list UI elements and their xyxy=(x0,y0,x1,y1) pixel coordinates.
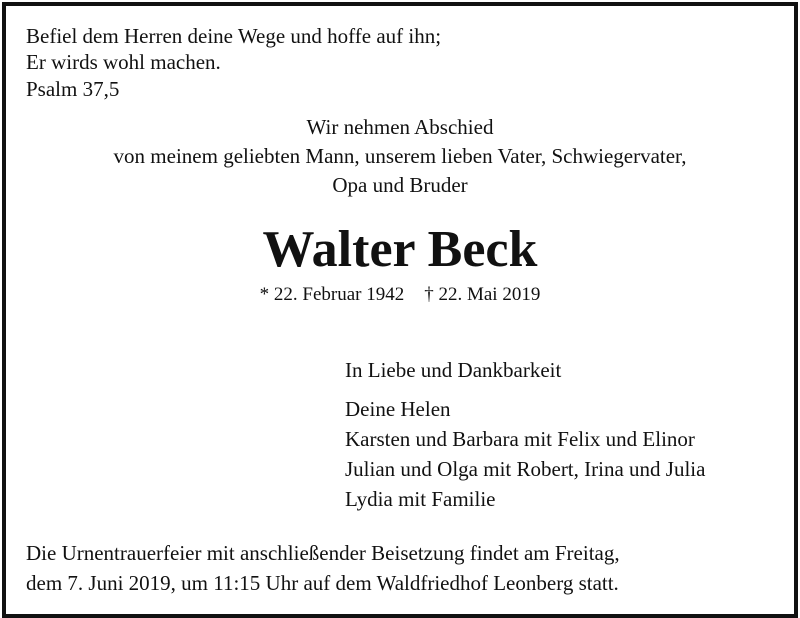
notice-border xyxy=(2,2,798,618)
closing-phrase: In Liebe und Dankbarkeit xyxy=(345,358,562,382)
mourner-name: Deine Helen xyxy=(345,397,451,421)
service-line-2: dem 7. Juni 2019, um 11:15 Uhr auf dem Waldfriedhof Leonberg statt. xyxy=(26,571,619,595)
death-date: † 22. Mai 2019 xyxy=(424,284,541,305)
intro-line-1: Wir nehmen Abschied xyxy=(306,115,494,139)
verse-line-1: Befiel dem Herren deine Wege und hoffe auf ihn; xyxy=(26,24,442,48)
mourner-name: Lydia mit Familie xyxy=(345,487,496,511)
service-line-1: Die Urnentrauerfeier mit anschließender Beisetzung findet am Freitag, xyxy=(26,541,620,565)
life-dates xyxy=(0,283,800,307)
birth-date: * 22. Februar 1942 xyxy=(259,284,405,305)
intro-line-2: von meinem geliebten Mann, unserem lieben Vater, Schwiegervater, xyxy=(113,144,687,168)
mourner-name: Karsten und Barbara mit Felix und Elinor xyxy=(345,427,695,451)
deceased-name: Walter Beck xyxy=(262,221,538,278)
verse-line-2: Er wirds wohl machen. xyxy=(26,50,221,74)
intro-line-3: Opa und Bruder xyxy=(332,173,468,197)
verse-reference: Psalm 37,5 xyxy=(26,77,120,101)
mourner-name: Julian und Olga mit Robert, Irina und Julia xyxy=(345,457,706,481)
